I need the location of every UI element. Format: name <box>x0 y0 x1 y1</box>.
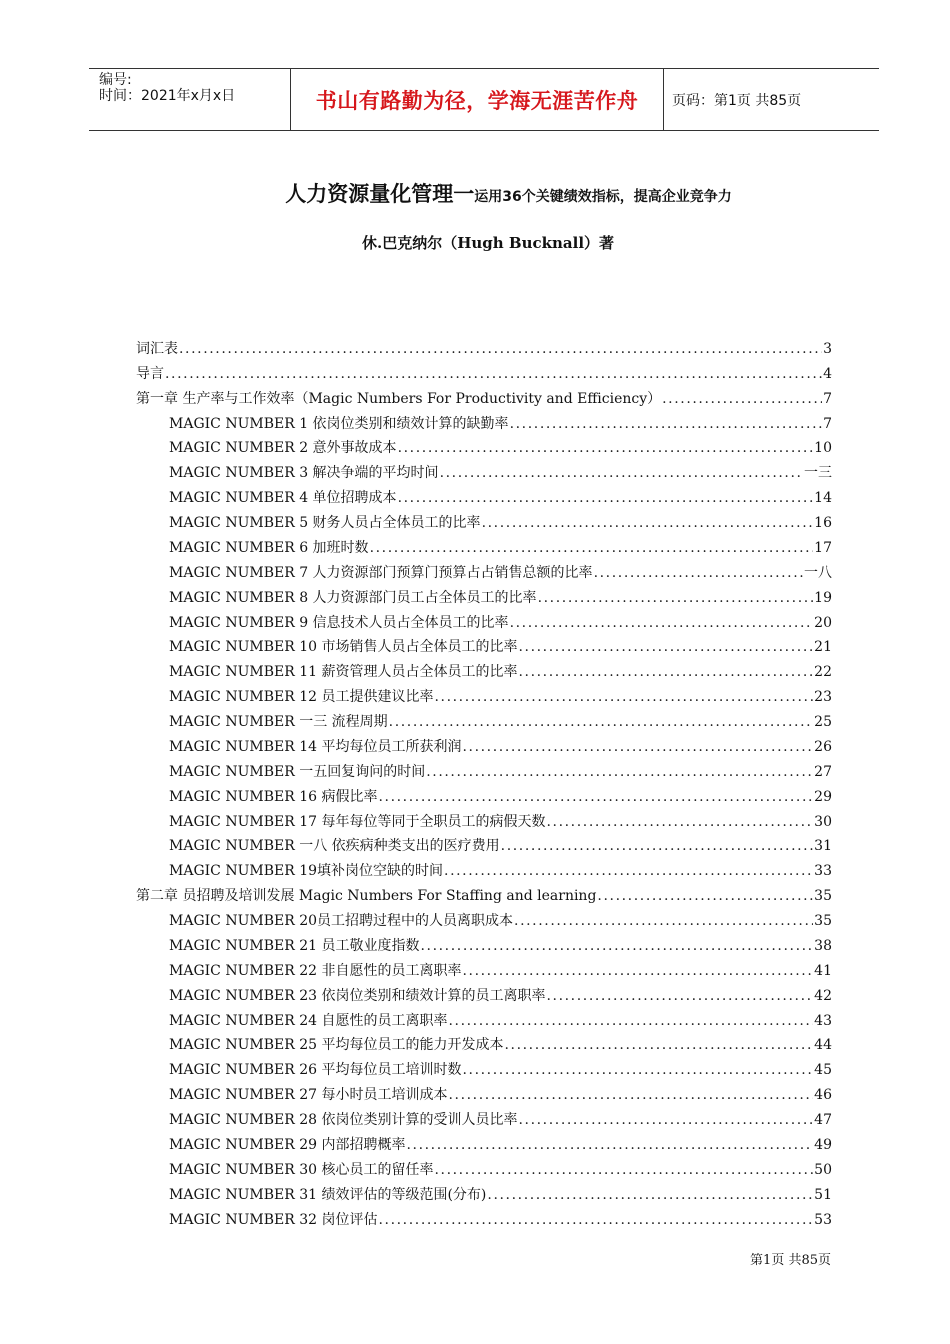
toc-dot-leader <box>482 515 814 531</box>
toc-entry-page: 47 <box>814 1112 832 1128</box>
toc-dot-leader <box>518 664 813 680</box>
toc-entry[interactable] <box>136 1178 832 1203</box>
toc-entry-title: MAGIC NUMBER 31 绩效评估的等级范围(分布) <box>169 1186 487 1203</box>
toc-entry[interactable] <box>136 332 832 357</box>
toc-entry[interactable] <box>136 481 832 506</box>
toc-entry-page: 33 <box>814 863 832 880</box>
toc-entry-title: MAGIC NUMBER 4 单位招聘成本 <box>169 490 397 507</box>
toc-dot-leader <box>378 1212 813 1228</box>
toc-dot-leader <box>165 366 822 382</box>
toc-entry-page: 21 <box>814 639 832 656</box>
toc-entry[interactable] <box>136 830 832 855</box>
toc-entry-title: MAGIC NUMBER 17 每年每位等同于全职员工的病假天数 <box>169 813 546 830</box>
toc-dot-leader <box>444 863 813 879</box>
toc-entry-title: 导言 <box>136 365 164 382</box>
header-meta <box>89 69 291 130</box>
toc-entry-page: 53 <box>814 1211 832 1228</box>
toc-entry-title: MAGIC NUMBER 28 依岗位类别计算的受训人员比率 <box>169 1112 518 1128</box>
toc-entry[interactable] <box>136 581 832 606</box>
toc-entry[interactable] <box>136 1029 832 1054</box>
toc-dot-leader <box>426 764 813 780</box>
time-label: 时间：2021年x月x日 <box>99 88 236 104</box>
toc-entry-title: MAGIC NUMBER 23 依岗位类别和绩效计算的员工离职率 <box>169 987 546 1004</box>
toc-entry-title: MAGIC NUMBER 9 信息技术人员占全体员工的比率 <box>169 614 509 631</box>
toc-entry[interactable] <box>136 929 832 954</box>
toc-dot-leader <box>378 789 813 805</box>
toc-entry-page: 45 <box>814 1062 832 1079</box>
toc-dot-leader <box>462 1062 813 1078</box>
toc-dot-leader <box>448 1013 813 1029</box>
toc-entry-page: 30 <box>814 813 832 830</box>
toc-entry[interactable] <box>136 805 832 830</box>
toc-dot-leader <box>518 1112 813 1128</box>
toc-entry-title: MAGIC NUMBER 19填补岗位空缺的时间 <box>169 863 444 880</box>
toc-entry-title: MAGIC NUMBER 6 加班时数 <box>169 539 369 556</box>
toc-entry-title: MAGIC NUMBER 26 平均每位员工培训时数 <box>169 1062 462 1079</box>
toc-entry-title: MAGIC NUMBER 5 财务人员占全体员工的比率 <box>169 515 481 531</box>
toc-entry-title: MAGIC NUMBER 16 病假比率 <box>169 788 378 805</box>
toc-entry-page: 7 <box>823 390 832 407</box>
toc-dot-leader <box>462 739 813 755</box>
toc-dot-leader <box>546 814 813 830</box>
toc-entry-page: 27 <box>814 763 832 780</box>
toc-dot-leader <box>440 465 803 481</box>
toc-entry[interactable] <box>136 655 832 680</box>
toc-entry[interactable] <box>136 357 832 382</box>
toc-entry-page: 4 <box>823 365 832 382</box>
toc-entry-title: MAGIC NUMBER 29 内部招聘概率 <box>169 1136 406 1153</box>
toc-dot-leader <box>510 416 823 432</box>
toc-entry-title: MAGIC NUMBER 30 核心员工的留任率 <box>169 1161 434 1178</box>
toc-entry-page: 10 <box>814 440 832 457</box>
toc-entry-title: MAGIC NUMBER 22 非自愿性的员工离职率 <box>169 962 462 979</box>
toc-dot-leader <box>434 689 813 705</box>
toc-entry-title: MAGIC NUMBER 20员工招聘过程中的人员离职成本 <box>169 913 514 929</box>
number-label: 编号: <box>99 72 132 88</box>
toc-entry-page: 49 <box>814 1136 832 1153</box>
toc-entry-page: 16 <box>814 515 832 531</box>
toc-entry-title: MAGIC NUMBER 1 依岗位类别和绩效计算的缺勤率 <box>169 415 509 432</box>
toc-entry-page: 31 <box>814 838 832 855</box>
toc-entry-title: 第一章 生产率与工作效率（Magic Numbers For Productivity and Efficiency） <box>136 390 662 407</box>
toc-entry-page: 50 <box>814 1161 832 1178</box>
toc-entry-title: MAGIC NUMBER 8 人力资源部门员工占全体员工的比率 <box>169 589 537 606</box>
toc-dot-leader <box>594 565 803 581</box>
toc-entry[interactable] <box>136 407 832 432</box>
toc-entry[interactable] <box>136 979 832 1004</box>
toc-entry-page: 41 <box>814 962 832 979</box>
toc-dot-leader <box>406 1137 813 1153</box>
toc-entry[interactable] <box>136 506 832 531</box>
toc-entry-title: MAGIC NUMBER 24 自愿性的员工离职率 <box>169 1012 448 1029</box>
toc-entry-title: 词汇表 <box>136 340 178 357</box>
toc-entry-page: 20 <box>814 614 832 631</box>
toc-entry-title: MAGIC NUMBER 14 平均每位员工所获利润 <box>169 738 462 755</box>
toc-entry[interactable] <box>136 1004 832 1029</box>
toc-entry-page: 22 <box>814 664 832 681</box>
page-header <box>89 68 879 131</box>
toc-entry-title: MAGIC NUMBER 10 市场销售人员占全体员工的比率 <box>169 639 518 656</box>
toc-dot-leader <box>518 639 813 655</box>
toc-entry-title: MAGIC NUMBER 一五回复询问的时间 <box>169 763 426 780</box>
page-footer: 第1页 共85页 <box>750 1253 831 1268</box>
toc-entry-title: MAGIC NUMBER 21 员工敬业度指数 <box>169 937 420 954</box>
toc-entry-title: MAGIC NUMBER 12 员工提供建议比率 <box>169 689 434 706</box>
toc-entry[interactable] <box>136 780 832 805</box>
toc-entry-title: MAGIC NUMBER 11 薪资管理人员占全体员工的比率 <box>169 664 518 681</box>
toc-entry[interactable] <box>136 631 832 656</box>
toc-dot-leader <box>510 615 814 631</box>
toc-entry-page: 43 <box>814 1012 832 1029</box>
toc-dot-leader <box>597 888 813 904</box>
toc-entry-title: MAGIC NUMBER 一八 依疾病种类支出的医疗费用 <box>169 838 500 855</box>
toc-entry[interactable] <box>136 680 832 705</box>
toc-entry[interactable] <box>136 904 832 929</box>
document-title <box>0 178 950 208</box>
toc-dot-leader <box>514 913 813 929</box>
toc-entry-page: 23 <box>814 689 832 706</box>
toc-dot-leader <box>434 1162 813 1178</box>
toc-entry-page: 35 <box>814 888 832 905</box>
toc-dot-leader <box>370 540 814 556</box>
toc-entry[interactable] <box>136 1053 832 1078</box>
toc-dot-leader <box>501 838 814 854</box>
toc-entry[interactable] <box>136 556 832 581</box>
toc-dot-leader <box>420 938 813 954</box>
toc-entry-title: MAGIC NUMBER 2 意外事故成本 <box>169 440 397 457</box>
toc-entry[interactable] <box>136 730 832 755</box>
toc-entry[interactable] <box>136 879 832 904</box>
toc-entry-page: 44 <box>814 1037 832 1054</box>
toc-entry-title: MAGIC NUMBER 32 岗位评估 <box>169 1211 378 1228</box>
toc-entry[interactable] <box>136 755 832 780</box>
toc-entry-title: MAGIC NUMBER 一三 流程周期 <box>169 714 388 730</box>
toc-dot-leader <box>487 1187 813 1203</box>
toc-entry[interactable] <box>136 954 832 979</box>
toc-entry[interactable] <box>136 854 832 879</box>
table-of-contents <box>136 332 832 1228</box>
toc-entry-page: 42 <box>814 987 832 1004</box>
toc-entry-page: 7 <box>823 415 832 432</box>
toc-dot-leader <box>389 714 814 730</box>
toc-entry-page: 38 <box>814 937 832 954</box>
toc-entry-page: 一八 <box>804 564 832 581</box>
toc-entry[interactable] <box>136 1153 832 1178</box>
toc-dot-leader <box>398 490 814 506</box>
author-line: 休.巴克纳尔（Hugh Bucknall）著 <box>361 234 615 252</box>
toc-dot-leader <box>538 590 814 606</box>
toc-entry[interactable] <box>136 1103 832 1128</box>
toc-dot-leader <box>448 1087 813 1103</box>
toc-entry-title: 第二章 员招聘及培训发展 Magic Numbers For Staffing and learning <box>136 888 597 905</box>
toc-entry-title: MAGIC NUMBER 7 人力资源部门预算门预算占占销售总额的比率 <box>169 564 593 581</box>
toc-entry-page: 51 <box>814 1186 832 1203</box>
toc-entry-page: 一三 <box>804 465 832 482</box>
toc-entry-title: MAGIC NUMBER 27 每小时员工培训成本 <box>169 1087 448 1104</box>
toc-dot-leader <box>504 1037 813 1053</box>
toc-dot-leader <box>662 391 822 407</box>
toc-entry-page: 26 <box>814 738 832 755</box>
toc-entry-page: 19 <box>814 589 832 606</box>
toc-entry[interactable] <box>136 1128 832 1153</box>
toc-entry[interactable] <box>136 531 832 556</box>
toc-dot-leader <box>462 963 813 979</box>
title-main: 人力资源量化管理一 <box>285 182 475 206</box>
toc-entry-page: 14 <box>814 490 832 507</box>
toc-entry-page: 17 <box>814 539 832 556</box>
toc-entry-page: 25 <box>814 714 832 730</box>
toc-entry-title: MAGIC NUMBER 25 平均每位员工的能力开发成本 <box>169 1037 504 1054</box>
toc-entry[interactable] <box>136 1078 832 1103</box>
toc-entry[interactable] <box>136 432 832 457</box>
toc-entry[interactable] <box>136 382 832 407</box>
header-page-info: 页码：第1页 共85页 <box>672 92 802 109</box>
header-motto: 书山有路勤为径，学海无涯苦作舟 <box>291 69 664 130</box>
toc-entry[interactable] <box>136 456 832 481</box>
toc-entry-page: 29 <box>814 788 832 805</box>
toc-entry[interactable] <box>136 705 832 730</box>
title-subtitle: 运用36个关键绩效指标，提高企业竞争力 <box>474 189 732 205</box>
toc-entry-page: 3 <box>823 340 832 357</box>
toc-entry-title: MAGIC NUMBER 3 解决争端的平均时间 <box>169 465 439 482</box>
toc-dot-leader <box>398 440 814 456</box>
toc-dot-leader <box>179 341 822 357</box>
toc-entry[interactable] <box>136 606 832 631</box>
toc-dot-leader <box>546 988 813 1004</box>
toc-entry-page: 35 <box>814 913 832 929</box>
toc-entry[interactable] <box>136 1203 832 1228</box>
toc-entry-page: 46 <box>814 1087 832 1104</box>
